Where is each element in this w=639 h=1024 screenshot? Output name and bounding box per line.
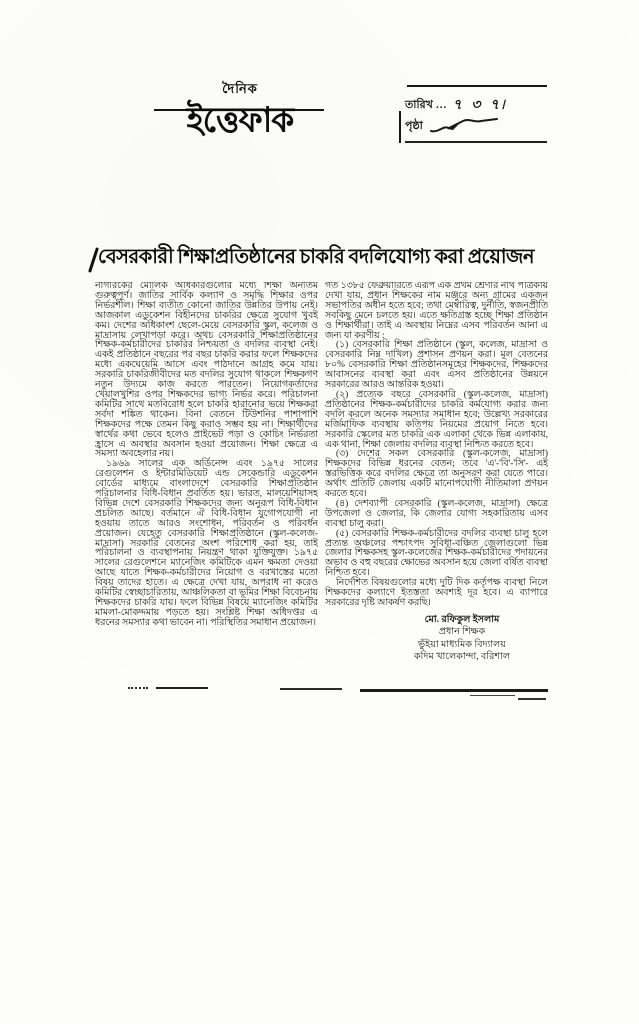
numbered-point-3: (৩) দেশের সকল বেসরকারি (স্কুল-কলেজ, মাদ্রাসা) শিক্ষকদের বিভিন্ন ধরনের বেতন; তবে 'এ'-'বি'-'সি'- এই স্তরভিত্তিক করে বদলির ক্ষেত্রে তা অনুসরণ করা যেতে পারে। অর্থাৎ প্রতিটি জেলায় একটি মানোপযোগী নীতিমালা প্রণয়ন করতে হবে। xyxy=(325,449,548,500)
newspaper-title: ইত্তেফাক xyxy=(186,102,294,140)
stamp-date-row xyxy=(405,93,507,117)
handwritten-date-value: ৭ ৩ ৭৷ xyxy=(452,98,508,113)
bottom-rule-fragment xyxy=(470,695,515,696)
article-column-left xyxy=(95,282,318,690)
stamp-bottom-border xyxy=(405,141,547,143)
bottom-rule-fragment xyxy=(360,689,548,692)
author-institution: ভুঁইয়া মাধ্যমিক বিদ্যালয় xyxy=(418,638,506,650)
stamp-left-border xyxy=(399,111,401,143)
body-paragraph: ১৯৬৯ সালের এক অর্ডিনেন্স এবং ১৯৭৫ সালের রেগুলেশন ও ইন্টারমিডিয়েট এন্ড সেকেন্ডারি এডুকেশন বোর্ডের মাধ্যমে বাংলাদেশে বেসরকারি শিক্ষাপ্রতিষ্ঠান পরিচালনার বিধি-বিধান প্রবর্তিত হয়। ভারত, মালয়েশিয়াসহ বিভিন্ন দেশে বেসরকারি শিক্ষকদের জন্য অনুরূপ বিধি-বিধান প্রচলিত আছে। বর্তমানে ঐ বিধি-বিধান যুগোপযোগী না হওয়ায় তাতে আরও সংশোধন, পরিবর্তন ও পরিবর্ধন প্রয়োজন। যেহেতু বেসরকারি শিক্ষাপ্রতিষ্ঠানে (স্কুল-কলেজ-মাদ্রাসা) সরকারি বেতনের অংশ পরিশোধ করা হয়, তাই পরিচালনা ও ব্যবস্থাপনায় নিয়ন্ত্রণ থাকা যুক্তিযুক্ত। ১৯৭৫ সালের রেগুলেশনে ম্যানেজিং কমিটিকে এমন ক্ষমতা দেওয়া আছে যাতে শিক্ষক-কর্মচারীদের নিয়োগ ও বরখাস্তের মতো বিষয় তাদের হাতে। এ ক্ষেত্রে দেখা যায়, অপরাধ না করেও কমিটির স্বেচ্ছাচারিতায়, আঞ্চলিকতা বা ভূমির শিক্ষা বিবেচনায় শিক্ষকদের চাকরি যায়। ফলে বিভিন্ন বিষয়ে ম্যানেজিং কমিটির মামলা-মোকদ্দমায় পড়তে হয়। সংশ্লিষ্ট শিক্ষা অধিদপ্তর এ ধরনের সমস্যার কথা ভাবেন না। পরিস্থিতির সমাধান প্রয়োজন। xyxy=(95,459,318,628)
masthead xyxy=(140,78,340,150)
page-label: পৃষ্ঠা xyxy=(405,120,423,132)
body-paragraph: নাগরিকের মৌলিক অধিকারগুলোর মধ্যে শিক্ষা অন্যতম গুরুত্বপূর্ণ। জাতির সার্বিক কল্যাণ ও সমৃদ্ধি শিক্ষার ওপর নির্ভরশীল। শিক্ষা ব্যতীত কোনো জাতির উন্নতির উপায় নেই। আজকাল এডুকেশন বিহীনদের চাকরির ক্ষেত্রে সুযোগ খুবই কম। দেশের অধিকাংশ ছেলে-মেয়ে বেসরকারি স্কুল, কলেজ ও মাদ্রাসায় লেখাপড়া করে। অথচ বেসরকারি শিক্ষাপ্রতিষ্ঠানের শিক্ষক-কর্মচারীদের চাকরির নিশ্চয়তা ও বদলির ব্যবস্থা নেই। একই প্রতিষ্ঠানে বছরের পর বছর চাকরি করার ফলে শিক্ষকদের মধ্যে একঘেয়েমি আসে এবং পাঠদানে আগ্রহ কমে যায়। সরকারি চাকরিজীবীদের মত বদলির সুযোগ থাকলে শিক্ষকগণ নতুন উদ্যমে কাজ করতে পারতেন। নিয়োগকর্তাদের খেয়ালখুশির ওপর শিক্ষকদের ভাগ্য নির্ভর করে। পরিচালনা কমিটির সাথে মতবিরোধ হলে চাকরি হারানোর ভয়ে শিক্ষকরা সর্বদা শঙ্কিত থাকেন। বিনা বেতনে টিউশনির পাশাপাশি শিক্ষকদের পক্ষে তেমন কিছু করাও সম্ভব হয় না। শিক্ষার্থীদের স্বার্থের কথা ভেবে হলেও প্রাইভেট পড়া ও কোচিং নির্ভরতা হ্রাসে এ অবস্থার অবসান হওয়া প্রয়োজন। শিক্ষা ক্ষেত্রে এ সমস্যা অবহেলার নয়। xyxy=(95,282,318,460)
bottom-rule-fragment xyxy=(156,687,208,689)
author-name: মো. রফিকুল ইসলাম xyxy=(424,613,500,625)
closing-paragraph: নির্দেশিত বিষয়গুলোর মধ্যে দুটি দিক কর্তৃপক্ষ ব্যবস্থা নিলে শিক্ষকদের কল্যাণে ইতস্ততা অবশ্যই দূর হবে। এ ব্যাপারে সরকারের দৃষ্টি আকর্ষণ করছি। xyxy=(325,578,548,608)
signature-block xyxy=(382,614,542,664)
numbered-point-5: (৫) বেসরকারি শিক্ষক-কর্মচারীদের বদলির ব্যবস্থা চালু হলে প্রত্যন্ত অঞ্চলের পশ্চাৎপদ সুবিধা-বঞ্চিত জেলাগুলো ভিন্ন জেলার শিক্ষকসহ স্কুল-কলেজের শিক্ষক-কর্মচারীদের পদায়নের অভাব ও বহু বছরের ক্ষোভের অবসান হয়ে জেলা বর্ষিত ব্যবস্থা নিশ্চিত হবে। xyxy=(325,528,548,579)
body-paragraph: গত ১৩৮৫ ফেব্রুয়ারিতে এরূপ এক প্রথম শ্রেণীর নথি পত্রিকায় দেখা যায়, প্রধান শিক্ষকের নাম মঞ্জুরে অন্য গ্রামের একজন সভাপতির অধীন হতে হবে; তথা মেম্বারিত্ব, দুর্নীতি, স্বজনপ্রীতি সবকিছু মেনে চলতে হয়। এতে ক্ষতিগ্রস্ত হচ্ছে শিক্ষা প্রতিষ্ঠান ও শিক্ষার্থীরা। তাই এ অবস্থায় নিম্নের এসব পরিবর্তন আনা এ জন্য যা করণীয় : xyxy=(325,282,548,341)
bottom-rule-fragment xyxy=(280,688,342,690)
bottom-rule-fragment xyxy=(518,698,546,700)
article-headline: বেসরকারী শিক্ষাপ্রতিষ্ঠানের চাকরি বদলিযোগ্য করা প্রয়োজন xyxy=(98,246,535,268)
numbered-point-1: (১) বেসরকারি শিক্ষা প্রতিষ্ঠানে (স্কুল, কলেজ, মাদ্রাসা ও বেসরকারি নিম্ন দাখিল) প্রশাসন প্রণয়ন করা। মূল বেতনের ৮০% বেসরকারি শিক্ষা প্রতিষ্ঠানসমূহের শিক্ষকদের, শিক্ষকদের আবাসনের ব্যবস্থা করা এবং এসব প্রতিষ্ঠানের উন্নয়নে সরকারের আরও আন্তরিক হওয়া। xyxy=(325,340,548,391)
article-column-right xyxy=(325,282,548,702)
stamp-page-row xyxy=(405,115,501,138)
bottom-rule-fragment xyxy=(128,687,148,689)
pen-scrawl-icon xyxy=(429,115,501,138)
date-page-stamp xyxy=(399,85,549,145)
numbered-point-4: (৪) দেশব্যাপী বেসরকারি (স্কুল-কলেজ, মাদ্রাসা) ক্ষেত্রে উপজেলা ও জেলার, কি জেলার যোগ্য সহকারিতায় এসব ব্যবস্থা চালু করা। xyxy=(325,498,548,529)
numbered-point-2: (২) প্রত্যেক বছরে বেসরকারি (স্কুল-কলেজ, মাদ্রাসা) প্রতিষ্ঠানের শিক্ষক-কর্মচারীদের চাকরি কর্মযোগ্য করার জন্য বদলি করলে অনেক সমস্যার সমাধান হবে; উল্লেখ্য সরকারের মর্জিমাফিক ব্যবস্থায় কতিপয় নিয়মের প্রয়োগ নিতে হবে। সরকারি স্কেলের মত চাকরি এক এলাকা থেকে ভিন্ন এলাকায়, এক থানা, শিক্ষা জেলায় বদলির ব্যবস্থা নিশ্চিত করতে হবে। xyxy=(325,389,548,450)
author-title: প্রধান শিক্ষক xyxy=(438,626,486,638)
date-label: তারিখ … xyxy=(405,98,447,111)
masthead-daily-label: দৈনিক xyxy=(222,81,258,96)
stamp-top-border xyxy=(407,85,547,87)
author-location: কদিম খালেকান্দা, বরিশাল xyxy=(413,651,511,663)
